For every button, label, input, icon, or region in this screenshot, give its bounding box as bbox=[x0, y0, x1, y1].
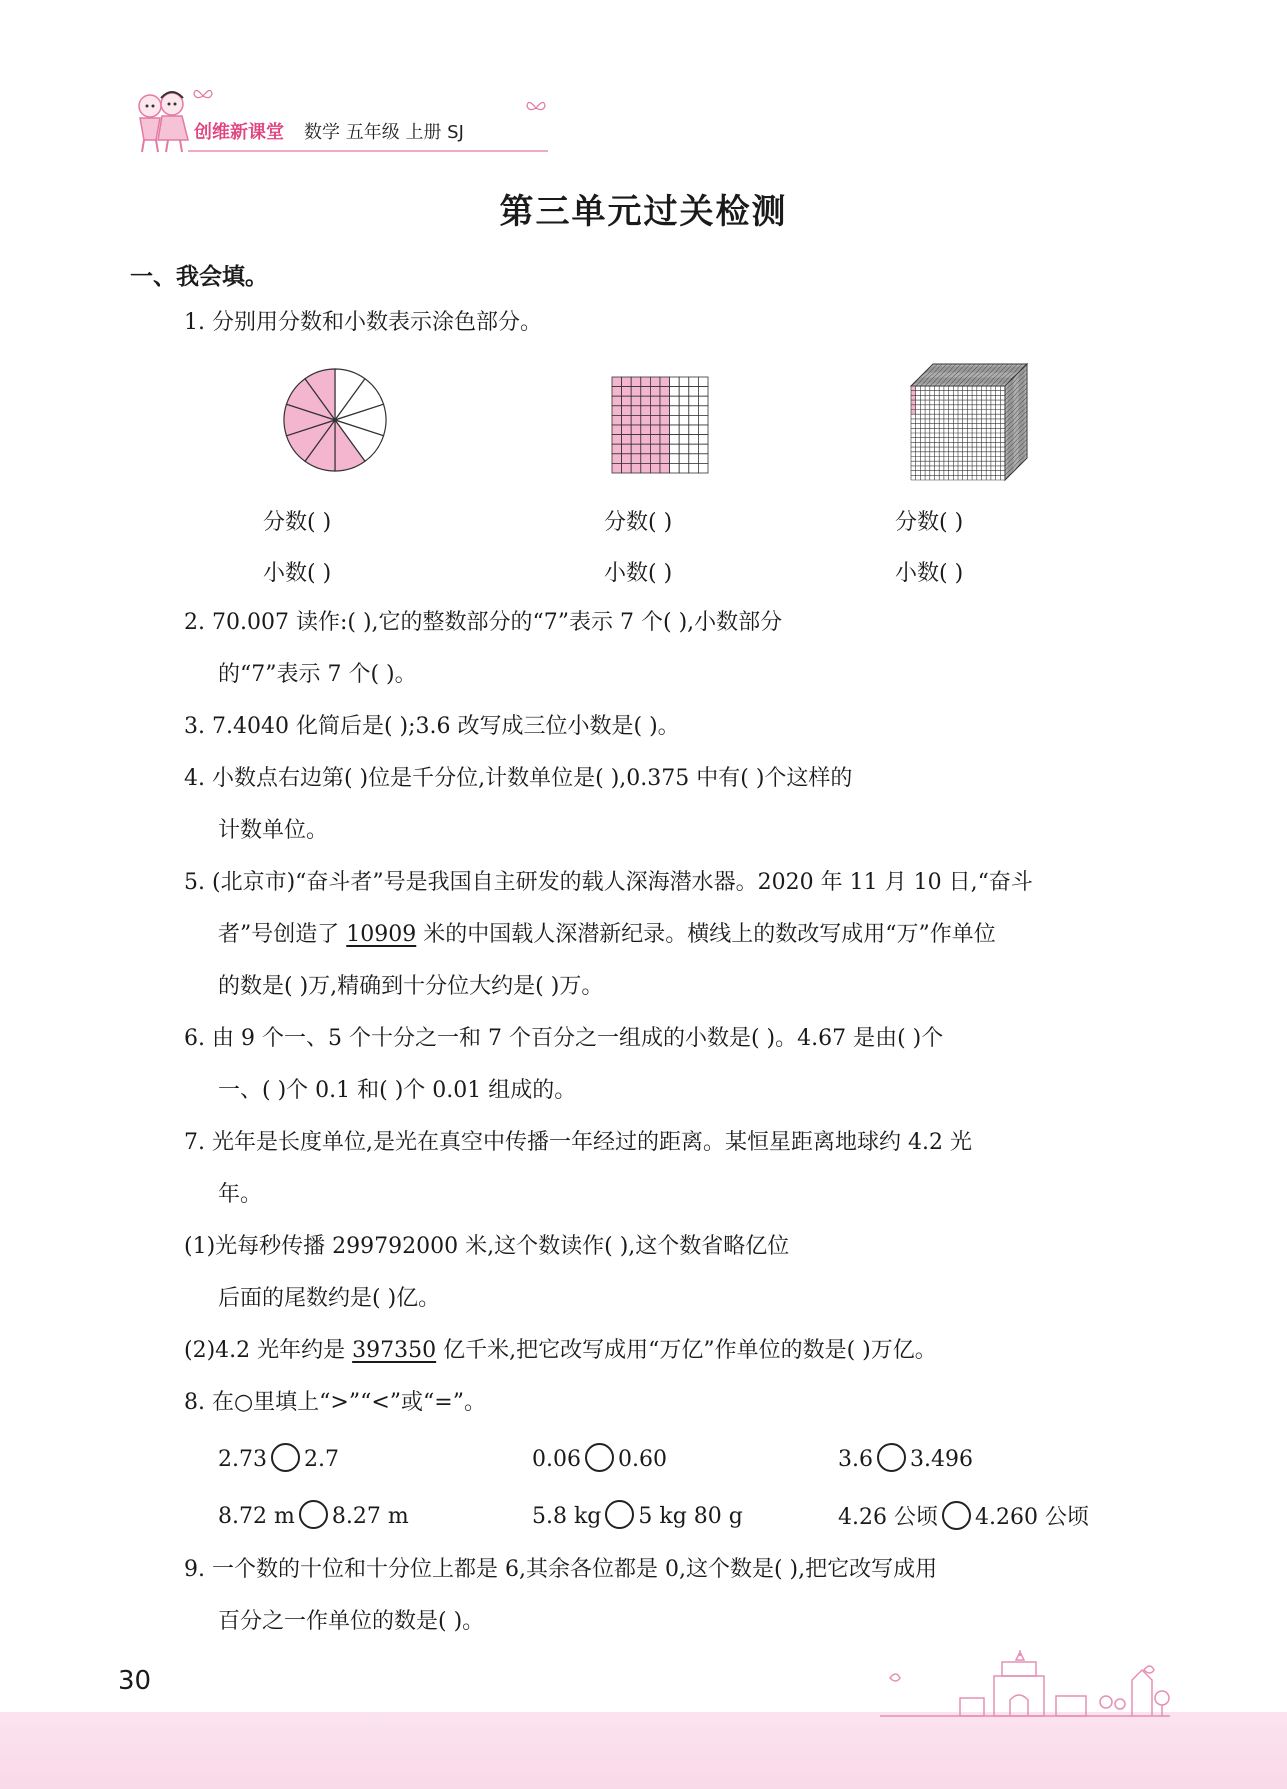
page-number: 30 bbox=[118, 1666, 152, 1696]
question-2-line-2: 的“7”表示 7 个( )。 bbox=[218, 662, 417, 687]
grid-cell bbox=[631, 396, 641, 406]
grid-cell bbox=[689, 396, 699, 406]
underlined-number: 397350 bbox=[352, 1338, 437, 1363]
grid-cell bbox=[679, 377, 689, 387]
compare-item-3 bbox=[838, 1443, 973, 1472]
question-5-line-3: 的数是( )万,精确到十分位大约是( )万。 bbox=[218, 974, 604, 999]
grid-cell bbox=[698, 435, 708, 445]
question-9-line-2: 百分之一作单位的数是( )。 bbox=[218, 1609, 485, 1634]
grid-cell bbox=[679, 463, 689, 473]
question-7-sub1-line-1: (1)光每秒传播 299792000 米,这个数读作( ),这个数省略亿位 bbox=[184, 1234, 790, 1259]
grid-cell bbox=[650, 415, 660, 425]
compare-circle[interactable] bbox=[605, 1500, 634, 1529]
grid-cell bbox=[622, 406, 632, 416]
grid-cell bbox=[612, 396, 622, 406]
grid-cell bbox=[670, 415, 680, 425]
grid-cell bbox=[650, 454, 660, 464]
grid-cell bbox=[612, 406, 622, 416]
grid-cell bbox=[679, 454, 689, 464]
grid-cell bbox=[650, 435, 660, 445]
grid-cell bbox=[670, 435, 680, 445]
grid-cell bbox=[650, 463, 660, 473]
grid-cell bbox=[650, 406, 660, 416]
castle-decoration-icon bbox=[880, 1648, 1170, 1718]
q7-sub2-text-a: (2)4.2 光年约是 bbox=[184, 1338, 353, 1363]
question-2-line-1: 2. 70.007 读作:( ),它的整数部分的“7”表示 7 个( ),小数部分 bbox=[184, 610, 783, 635]
compare-right: 0.60 bbox=[617, 1447, 667, 1472]
grid-cell bbox=[689, 415, 699, 425]
question-9-line-1: 9. 一个数的十位和十分位上都是 6,其余各位都是 0,这个数是( ),把它改写成用 bbox=[184, 1557, 938, 1582]
grid-cell bbox=[698, 396, 708, 406]
grid-cell bbox=[631, 444, 641, 454]
book-meta: 数学 五年级 上册 SJ bbox=[304, 122, 464, 143]
grid-cell bbox=[641, 396, 651, 406]
compare-left: 5.8 kg bbox=[532, 1504, 602, 1529]
grid-cell bbox=[622, 387, 632, 397]
grid-cell bbox=[689, 463, 699, 473]
grid-cell bbox=[698, 387, 708, 397]
grid-cell bbox=[641, 406, 651, 416]
question-4-line-2: 计数单位。 bbox=[218, 818, 329, 843]
grid-cell bbox=[631, 454, 641, 464]
compare-right: 3.496 bbox=[910, 1447, 973, 1472]
grid-cell bbox=[660, 396, 670, 406]
fraction-blank-3[interactable]: 分数( ) bbox=[895, 510, 964, 535]
compare-circle[interactable] bbox=[585, 1443, 614, 1472]
compare-circle[interactable] bbox=[877, 1443, 906, 1472]
grid-cell bbox=[631, 377, 641, 387]
grid-cell bbox=[689, 444, 699, 454]
grid-cell bbox=[622, 425, 632, 435]
question-4-line-1: 4. 小数点右边第( )位是千分位,计数单位是( ),0.375 中有( )个这样的 bbox=[184, 766, 853, 791]
grid-cell bbox=[641, 387, 651, 397]
compare-item-1 bbox=[218, 1443, 339, 1472]
thousand-cube-figure bbox=[907, 360, 1031, 482]
grid-cell bbox=[622, 396, 632, 406]
grid-cell bbox=[670, 377, 680, 387]
fraction-blank-2[interactable]: 分数( ) bbox=[604, 510, 673, 535]
grid-cell bbox=[689, 377, 699, 387]
compare-left: 4.26 公顷 bbox=[838, 1505, 938, 1530]
question-5-line-1: 5. (北京市)“奋斗者”号是我国自主研发的载人深海潜水器。2020 年 11 月 10 日,“奋斗 bbox=[184, 870, 1033, 895]
compare-item-6 bbox=[838, 1500, 1089, 1531]
butterfly-icon bbox=[193, 88, 213, 104]
circle-figure bbox=[282, 367, 388, 473]
grid-cell bbox=[689, 387, 699, 397]
grid-cell bbox=[631, 406, 641, 416]
grid-cell bbox=[660, 387, 670, 397]
grid-cell bbox=[670, 396, 680, 406]
grid-cell bbox=[689, 454, 699, 464]
question-1: 1. 分别用分数和小数表示涂色部分。 bbox=[184, 310, 542, 335]
question-7-line-1: 7. 光年是长度单位,是光在真空中传播一年经过的距离。某恒星距离地球约 4.2 光 bbox=[184, 1130, 972, 1155]
grid-cell bbox=[650, 444, 660, 454]
header-divider bbox=[188, 150, 548, 152]
compare-right: 2.7 bbox=[303, 1447, 339, 1472]
compare-left: 2.73 bbox=[218, 1447, 267, 1472]
compare-item-4 bbox=[218, 1500, 409, 1529]
question-6-line-2: 一、( )个 0.1 和( )个 0.01 组成的。 bbox=[218, 1078, 577, 1103]
decimal-blank-3[interactable]: 小数( ) bbox=[895, 561, 964, 586]
q5-text-a: 者”号创造了 bbox=[218, 922, 347, 947]
compare-left: 8.72 m bbox=[218, 1504, 295, 1529]
grid-cell bbox=[612, 377, 622, 387]
grid-cell bbox=[641, 454, 651, 464]
page-header bbox=[128, 88, 548, 158]
compare-right: 8.27 m bbox=[331, 1504, 409, 1529]
underlined-number: 10909 bbox=[346, 922, 417, 947]
grid-cell bbox=[622, 415, 632, 425]
compare-circle[interactable] bbox=[271, 1443, 300, 1472]
grid-cell bbox=[641, 425, 651, 435]
grid-cell bbox=[660, 454, 670, 464]
grid-cell bbox=[650, 377, 660, 387]
grid-cell bbox=[679, 387, 689, 397]
grid-cell bbox=[641, 377, 651, 387]
grid-cell bbox=[612, 387, 622, 397]
compare-right: 4.260 公顷 bbox=[974, 1505, 1089, 1530]
question-3: 3. 7.4040 化简后是( );3.6 改写成三位小数是( )。 bbox=[184, 714, 680, 739]
brand-name: 创维新课堂 bbox=[194, 122, 284, 143]
compare-item-5 bbox=[532, 1500, 743, 1529]
grid-cell bbox=[622, 377, 632, 387]
grid-cell bbox=[641, 463, 651, 473]
grid-cell bbox=[612, 463, 622, 473]
grid-cell bbox=[631, 387, 641, 397]
page-title: 第三单元过关检测 bbox=[499, 192, 788, 232]
grid-cell bbox=[660, 435, 670, 445]
grid-cell bbox=[679, 444, 689, 454]
compare-left: 3.6 bbox=[838, 1447, 873, 1472]
grid-cell bbox=[679, 415, 689, 425]
question-7-sub2 bbox=[184, 1336, 937, 1366]
question-5-line-2 bbox=[218, 920, 996, 950]
question-7-line-2: 年。 bbox=[218, 1182, 263, 1207]
compare-right: 5 kg 80 g bbox=[638, 1504, 743, 1529]
grid-cell bbox=[698, 377, 708, 387]
grid-cell bbox=[679, 396, 689, 406]
grid-cell bbox=[612, 454, 622, 464]
butterfly-icon bbox=[526, 100, 546, 116]
question-8: 8. 在○里填上“>”“<”或“=”。 bbox=[184, 1390, 486, 1415]
grid-cell bbox=[660, 415, 670, 425]
grid-cell bbox=[622, 435, 632, 445]
grid-cell bbox=[670, 425, 680, 435]
grid-cell bbox=[650, 425, 660, 435]
grid-cell bbox=[698, 463, 708, 473]
compare-circle[interactable] bbox=[299, 1500, 328, 1529]
grid-cell bbox=[670, 406, 680, 416]
grid-cell bbox=[689, 406, 699, 416]
grid-cell bbox=[622, 454, 632, 464]
grid-cell bbox=[689, 435, 699, 445]
grid-cell bbox=[679, 406, 689, 416]
grid-cell bbox=[670, 454, 680, 464]
decimal-blank-2[interactable]: 小数( ) bbox=[604, 561, 673, 586]
grid-cell bbox=[631, 425, 641, 435]
grid-cell bbox=[679, 425, 689, 435]
grid-cell bbox=[631, 435, 641, 445]
q5-text-b: 米的中国载人深潜新纪录。横线上的数改写成用“万”作单位 bbox=[416, 922, 996, 947]
grid-cell bbox=[670, 444, 680, 454]
grid-cell bbox=[698, 454, 708, 464]
question-7-sub1-line-2: 后面的尾数约是( )亿。 bbox=[218, 1286, 441, 1311]
grid-cell bbox=[698, 415, 708, 425]
grid-cell bbox=[612, 415, 622, 425]
grid-cell bbox=[631, 463, 641, 473]
grid-cell bbox=[612, 444, 622, 454]
grid-cell bbox=[622, 444, 632, 454]
grid-cell bbox=[679, 435, 689, 445]
q7-sub2-text-b: 亿千米,把它改写成用“万亿”作单位的数是( )万亿。 bbox=[436, 1338, 937, 1363]
grid-cell bbox=[660, 463, 670, 473]
grid-cell bbox=[689, 425, 699, 435]
footer-band bbox=[0, 1712, 1287, 1789]
grid-cell bbox=[641, 435, 651, 445]
kids-logo-icon bbox=[128, 88, 198, 154]
grid-cell bbox=[641, 415, 651, 425]
grid-cell bbox=[650, 396, 660, 406]
grid-cell bbox=[660, 406, 670, 416]
grid-cell bbox=[698, 406, 708, 416]
section-heading: 一、我会填。 bbox=[130, 264, 268, 290]
fraction-blank-1[interactable]: 分数( ) bbox=[263, 510, 332, 535]
grid-cell bbox=[660, 444, 670, 454]
grid-cell bbox=[622, 463, 632, 473]
compare-item-2 bbox=[532, 1443, 667, 1472]
grid-cell bbox=[612, 425, 622, 435]
grid-cell bbox=[698, 444, 708, 454]
grid-cell bbox=[670, 387, 680, 397]
decimal-blank-1[interactable]: 小数( ) bbox=[263, 561, 332, 586]
grid-cell bbox=[631, 415, 641, 425]
grid-cell bbox=[650, 387, 660, 397]
grid-cell bbox=[641, 444, 651, 454]
grid-cell bbox=[670, 463, 680, 473]
grid-cell bbox=[698, 425, 708, 435]
grid-cell bbox=[612, 435, 622, 445]
question-6-line-1: 6. 由 9 个一、5 个十分之一和 7 个百分之一组成的小数是( )。4.67 是由( )个 bbox=[184, 1026, 944, 1051]
grid-cell bbox=[660, 377, 670, 387]
compare-left: 0.06 bbox=[532, 1447, 581, 1472]
grid-cell bbox=[660, 425, 670, 435]
hundred-grid-figure bbox=[611, 376, 711, 474]
compare-circle[interactable] bbox=[942, 1501, 971, 1530]
